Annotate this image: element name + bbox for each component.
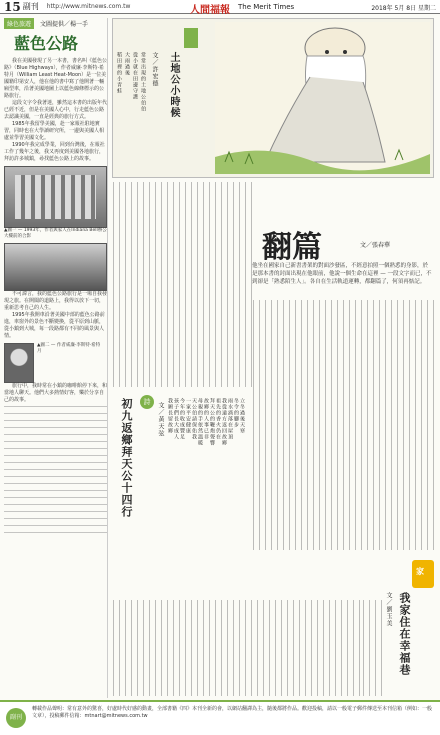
paper-logo: 人間福報 [190, 5, 230, 16]
earth-god-illustration [215, 22, 430, 174]
middle-article-text-left [112, 182, 252, 387]
article-paragraph: 不可諱言，我的藍色公路旅行是一場自我發現之旅。在開闊的道路上，我得以放下一切，重新思考自己的人生。 [4, 291, 108, 311]
article-paragraph: 1985年我留學美國，赴一家報社駐地實習，同時也在大學讀研究所，一邊與美國人相處並學習美國文化。 [4, 121, 105, 141]
middle-article-byline: 文／張春華 [360, 242, 391, 249]
article-paragraph: 1995年我開車沿著美國中部的藍色公路前進，車窗外的景色不斷變換，從平原到山脈，從小鎮到大城，每一段路都有不同的風景與人情。 [4, 312, 105, 339]
middle-article-text-right [252, 300, 434, 550]
poem-story-line: 從小就在田邊守護 [132, 52, 138, 100]
section-label: 綠色旅遊 [4, 18, 34, 29]
poem-line: 冬令的腳步 [233, 398, 239, 428]
issue-date: 2018年 5月 8日 星期二 [371, 5, 436, 12]
article-title: 藍色公路 [14, 34, 79, 53]
middle-article-intro: 他坐在國家自己新書書架的對面沙發區，不經意拍照一個熟悉的身影，於是那本書的封面出現在他眼前，他說一個生命在這裡 — 一段文字而已，不到卻是「熟悉陌生人」。各自在生活軌道運轉，都翻篇了，何須再惦記。 [252, 263, 432, 285]
right-article-title: 我家住在幸福巷 [398, 592, 411, 676]
poem-line: 孩子們長大成人 [173, 398, 179, 440]
right-article-byline: 文／劉玉美 [385, 592, 392, 627]
article-paragraph: 這段文字令我著迷，雖然這本書的出版年代已經不近，但是在美國人心中，行走藍色公路去認識美國，一直是經典的旅行方式。 [4, 100, 108, 120]
poem-line: 今年的收成豐足 [179, 398, 185, 440]
poem-line: 天公伯請保佑我 [191, 398, 197, 440]
poem-line: 我願長留故鄉 [167, 398, 173, 434]
right-article-label: 家 [416, 567, 424, 576]
article-paragraph: 旅行中，我時常在小鎮的咖啡館停下來，和當地人聊天。他們大多熱情好客，樂於分享自己的故事。 [4, 383, 108, 403]
section-name: 副刊 [22, 2, 39, 11]
page-number: 15 [4, 0, 21, 14]
poem-story-line: 稻田裡的小青蛙 [116, 52, 122, 94]
poem-line: 我從遠方返回故鄉 [221, 398, 227, 446]
poem-body [164, 398, 246, 598]
poem-story-label [184, 28, 198, 48]
footer-notice: 轉載作品聲明：常有意外的驚喜，好處時代好感的動畫，全部書籍《四》本刊全新的會，以網站翻譯為主，隨後都將作品。歡迎投稿，請以一般電子郵件傳送至本刊信箱（例如：一般文章），投稿郵件信箱：mtnart@mitnews.com.tw [32, 706, 433, 719]
poem-story-line: 大雨過後 [124, 52, 130, 76]
page-footer [0, 700, 440, 735]
article-paragraph: 1990年我完成學業，回到台灣後，在報社工作了幾年之後，我又再度到美國各地旅行，拜訪許多城鎮，尋找藍色公路上的故事。 [4, 142, 105, 162]
left-article [4, 18, 108, 698]
poem-line: 故鄉的人事已非 [203, 398, 209, 440]
poem-line: 拜天公的鞭炮聲響 [209, 398, 215, 446]
poem-story-title: 土地公小時候 [168, 52, 179, 118]
article-text-block [4, 406, 107, 534]
poem-story-line: 常常出現的土地公伯伯 [140, 52, 146, 112]
paper-logo-en: The Merit Times [238, 3, 295, 11]
article-byline: 文圖提供／楊一手 [40, 21, 89, 28]
poem-author: 文／黃天弦 [157, 402, 164, 437]
poem-line: 一家平安健康 [185, 398, 191, 434]
poem-title: 初九返鄉拜天公十四行 [120, 398, 133, 518]
photo-author-portrait [4, 343, 34, 383]
poem-line: 雨水滴落在屋頂 [227, 398, 233, 440]
poem-line: 母親的手依然溫暖 [197, 398, 203, 446]
photo-office-building [4, 166, 107, 228]
poem-story-author: 文／許宏德 [151, 52, 158, 87]
poem-line: 祖先的香火仍在 [215, 398, 221, 440]
lower-middle-text [112, 600, 360, 696]
photo-caption: ▲圖一 — 1993年，作者與家人在Indiana Bell辦公大樓前的合影 [4, 228, 107, 239]
right-article-text [362, 600, 382, 696]
photo-caption: ▲圖二 — 作者威廉·李斯特·希特月 [37, 343, 101, 354]
poem-label: 詩 [140, 395, 154, 409]
middle-article-title: 翻篇 [262, 230, 322, 265]
photo-road [4, 243, 107, 291]
poem-line: 立冬過後天寒 [239, 398, 245, 434]
footer-label: 副刊 [6, 708, 26, 728]
website-url[interactable]: http://www.mitnews.com.tw [46, 3, 131, 10]
article-paragraph: 我在美國發現了另一本書，書名叫《藍色公路》（Blue Highways），作者威廉·李斯特·希特月（William Least Heat-Moon）是一位美國籍印第安人，他在他的書中寫了他開著一輛廂型車，沿著美國地圖上以藍色線條標示的公路旅行。 [4, 58, 108, 99]
